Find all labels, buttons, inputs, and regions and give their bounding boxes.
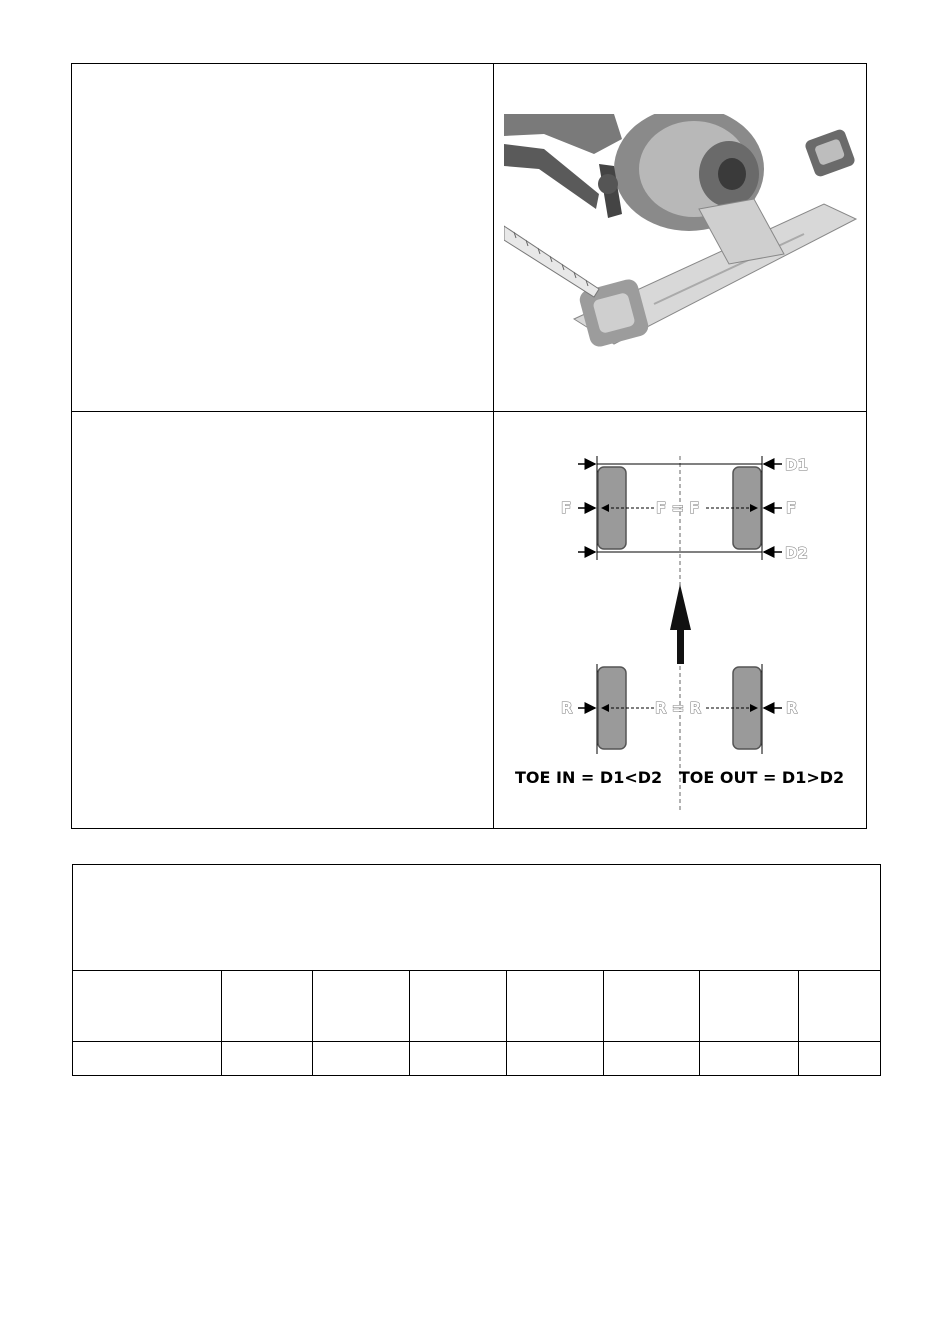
toe-alignment-diagram: [494, 412, 866, 828]
table-col-divider: [603, 970, 604, 1076]
f-left-label: F: [561, 499, 572, 517]
r-left-label: R: [561, 699, 573, 717]
wheel-hub-measuring-photo: [504, 114, 858, 362]
table-row-divider: [73, 1041, 880, 1042]
instruction-text-cell-2: [72, 412, 493, 828]
direction-arrow-icon: [670, 584, 691, 664]
table-col-divider: [312, 970, 313, 1076]
instruction-table: [71, 63, 867, 829]
data-table: [72, 864, 881, 1076]
table-col-divider: [221, 970, 222, 1076]
table-col-divider: [798, 970, 799, 1076]
table-col-divider: [409, 970, 410, 1076]
f-right-label: F: [786, 499, 797, 517]
d2-label: D2: [785, 544, 808, 562]
d1-label: D1: [785, 456, 808, 474]
table-col-divider: [699, 970, 700, 1076]
r-right-label: R: [786, 699, 798, 717]
f-center-label: F = F: [656, 499, 700, 517]
table-header-area: [73, 865, 880, 970]
photo-cell: [494, 64, 866, 411]
instruction-text-cell-1: [72, 64, 493, 411]
toe-caption: TOE IN = D1<D2 TOE OUT = D1>D2: [515, 768, 845, 787]
table-col-divider: [506, 970, 507, 1076]
table-row-divider: [73, 970, 880, 971]
r-center-label: R = R: [655, 699, 702, 717]
diagram-cell: [494, 412, 866, 828]
